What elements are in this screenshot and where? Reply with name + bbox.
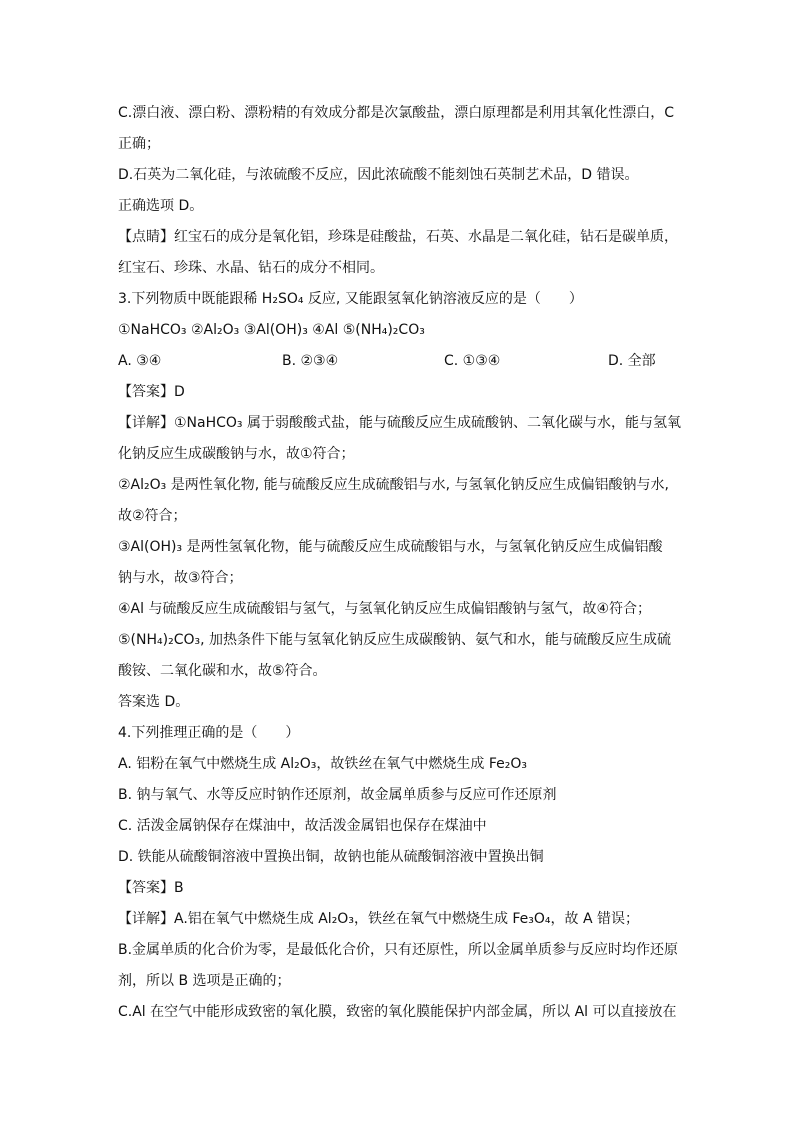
text-line: ⑤(NH₄)₂CO₃, 加热条件下能与氢氧化钠反应生成碳酸钠、氨气和水，能与硫酸反应生成硫	[118, 632, 672, 648]
explanation-line: 【详解】①NaHCO₃ 属于弱酸酸式盐，能与硫酸反应生成硫酸钠、二氧化碳与水，能与氢氧	[118, 415, 681, 431]
text-line: ③Al(OH)₃ 是两性氢氧化物，能与硫酸反应生成硫酸铝与水，与氢氧化钠反应生成偏铝酸	[118, 539, 663, 555]
tip-line: 【点睛】红宝石的成分是氧化铝，珍珠是硅酸盐，石英、水晶是二氧化硅，钻石是碳单质，	[118, 229, 678, 245]
question-3-title: 3.下列物质中既能跟稀 H₂SO₄ 反应, 又能跟氢氧化钠溶液反应的是（ ）	[118, 291, 583, 307]
option-b: B. ②③④	[282, 353, 339, 369]
text-line: 故②符合；	[118, 508, 187, 524]
option-a: A. 铝粉在氧气中燃烧生成 Al₂O₃，故铁丝在氧气中燃烧生成 Fe₂O₃	[118, 756, 527, 772]
text-line: 正确；	[118, 136, 160, 152]
text-line: 剂，所以 B 选项是正确的；	[118, 973, 291, 989]
option-d: D. 全部	[608, 353, 656, 369]
option-a: A. ③④	[118, 353, 162, 369]
text-line: ②Al₂O₃ 是两性氧化物, 能与硫酸反应生成硫酸铝与水, 与氢氧化钠反应生成偏铝酸钠与水,	[118, 477, 669, 493]
text-line: ④Al 与硫酸反应生成硫酸铝与氢气，与氢氧化钠反应生成偏铝酸钠与氢气，故④符合；	[118, 601, 652, 617]
text-line: 酸铵、二氧化碳和水，故⑤符合。	[118, 663, 327, 679]
option-c: C. 活泼金属钠保存在煤油中，故活泼金属铝也保存在煤油中	[118, 818, 487, 834]
text-line: B.金属单质的化合价为零，是最低化合价，只有还原性，所以金属单质参与反应时均作还原	[118, 942, 679, 958]
text-line: 红宝石、珍珠、水晶、钻石的成分不相同。	[118, 260, 384, 276]
explanation-line: 【详解】A.铝在氧气中燃烧生成 Al₂O₃，铁丝在氧气中燃烧生成 Fe₃O₄，故 A 错误；	[118, 911, 640, 927]
text-line: 答案选 D。	[118, 694, 190, 710]
answer-line: 【答案】D	[118, 384, 185, 400]
text-line: 钠与水，故③符合；	[118, 570, 243, 586]
text-line: 化钠反应生成碳酸钠与水，故①符合；	[118, 446, 355, 462]
option-c: C. ①③④	[444, 353, 501, 369]
text-line: D.石英为二氧化硅，与浓硫酸不反应，因此浓硫酸不能刻蚀石英制艺术品，D 错误。	[118, 167, 639, 183]
text-line: C.漂白液、漂白粉、漂粉精的有效成分都是次氯酸盐，漂白原理都是利用其氧化性漂白，C	[118, 105, 674, 121]
question-3-substances: ①NaHCO₃ ②Al₂O₃ ③Al(OH)₃ ④Al ⑤(NH₄)₂CO₃	[118, 322, 425, 338]
option-b: B. 钠与氧气、水等反应时钠作还原剂，故金属单质参与反应可作还原剂	[118, 787, 557, 803]
text-line: C.Al 在空气中能形成致密的氧化膜，致密的氧化膜能保护内部金属，所以 Al 可以直接放在	[118, 1004, 677, 1020]
text-line: 正确选项 D。	[118, 198, 204, 214]
answer-line: 【答案】B	[118, 880, 184, 896]
question-4-title: 4.下列推理正确的是（ ）	[118, 725, 300, 741]
option-d: D. 铁能从硫酸铜溶液中置换出铜，故钠也能从硫酸铜溶液中置换出铜	[118, 849, 544, 865]
